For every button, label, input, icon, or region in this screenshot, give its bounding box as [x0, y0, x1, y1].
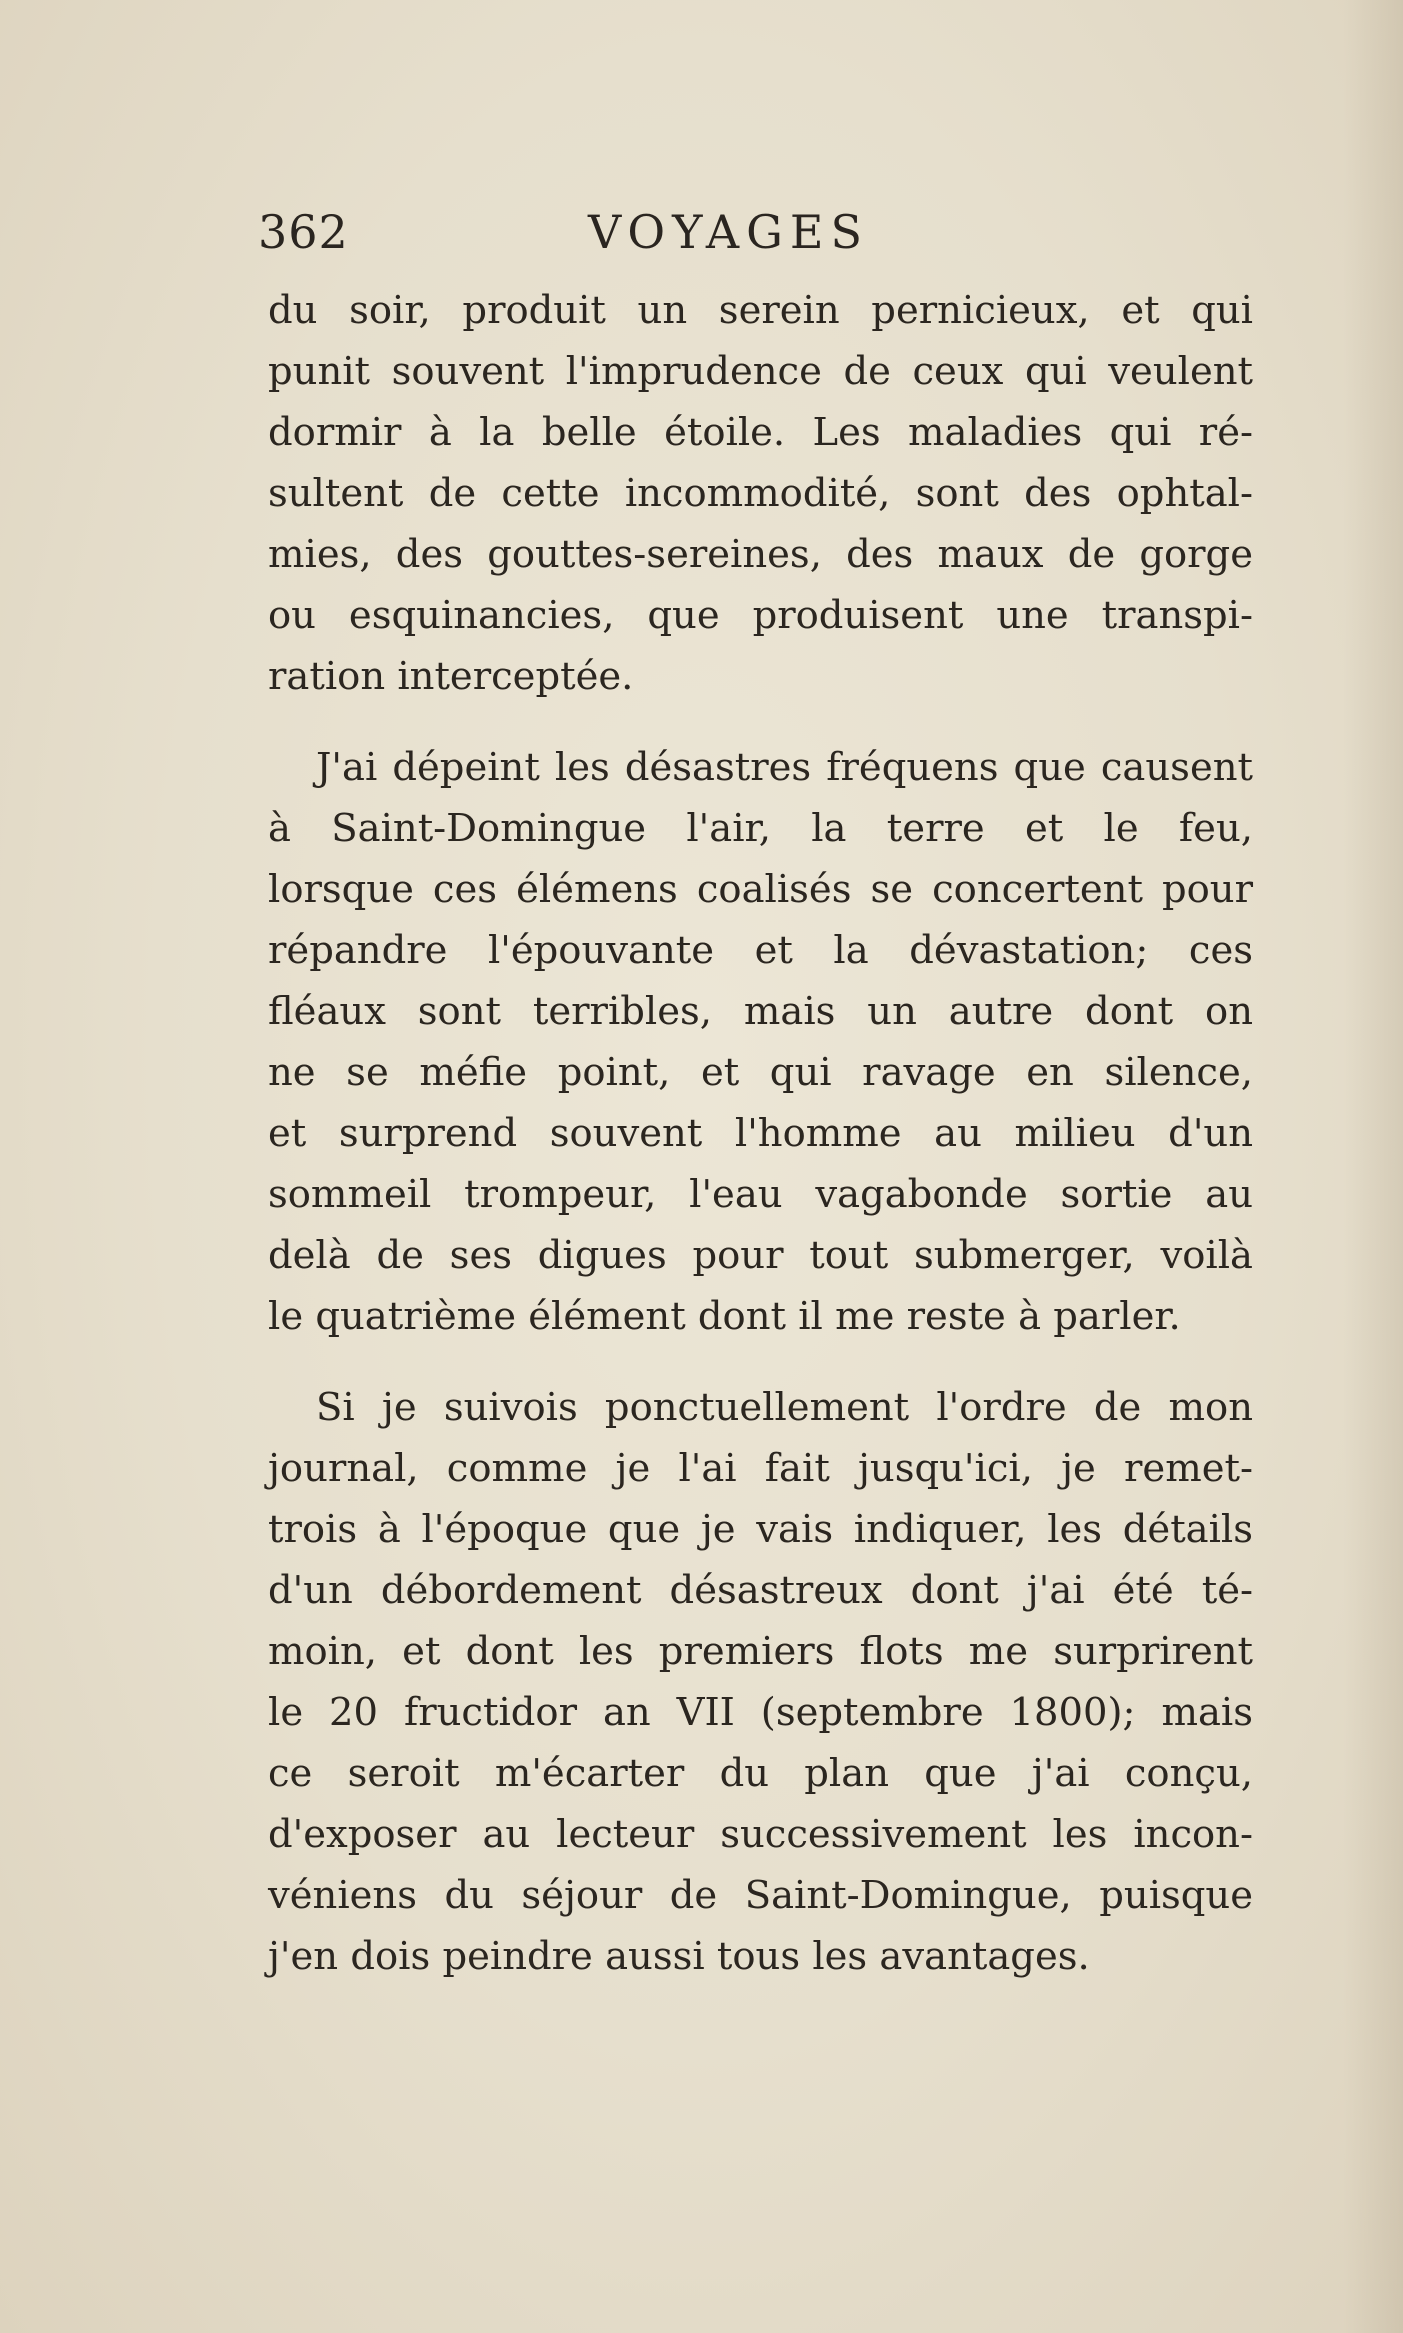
text-line: le quatrième élément dont il me reste à parler.	[268, 1294, 1181, 1339]
text-line: d'exposer au lecteur successivement les incon-	[268, 1812, 1253, 1857]
text-line: j'en dois peindre aussi tous les avantages.	[268, 1934, 1090, 1979]
text-line: le 20 fructidor an VII (septembre 1800); mais	[268, 1690, 1253, 1735]
text-line: d'un débordement désastreux dont j'ai été té-	[268, 1568, 1253, 1613]
text-line: ration interceptée.	[268, 654, 634, 699]
text-line: ne se méfie point, et qui ravage en silence,	[268, 1050, 1253, 1095]
text-line: à Saint-Domingue l'air, la terre et le feu,	[268, 806, 1253, 851]
text-line: J'ai dépeint les désastres fréquens que causent	[316, 745, 1253, 790]
text-line: mies, des gouttes-sereines, des maux de gorge	[268, 532, 1253, 577]
text-line: répandre l'épouvante et la dévastation; ces	[268, 928, 1253, 973]
paragraph-3	[268, 1377, 1253, 1987]
text-line: ce seroit m'écarter du plan que j'ai conçu,	[268, 1751, 1253, 1796]
running-title: VOYAGES	[588, 205, 869, 259]
text-line: sultent de cette incommodité, sont des ophtal-	[268, 471, 1253, 516]
text-line: et surprend souvent l'homme au milieu d'un	[268, 1111, 1253, 1156]
text-line: journal, comme je l'ai fait jusqu'ici, je remet-	[268, 1446, 1253, 1491]
text-line: trois à l'époque que je vais indiquer, les détails	[268, 1507, 1253, 1552]
text-line: véniens du séjour de Saint-Domingue, puisque	[268, 1873, 1253, 1918]
page-edge-shadow	[1343, 0, 1403, 2333]
paragraph-1	[268, 280, 1253, 707]
running-head	[258, 205, 1243, 275]
text-line: moin, et dont les premiers flots me surprirent	[268, 1629, 1253, 1674]
text-line: lorsque ces élémens coalisés se concertent pour	[268, 867, 1253, 912]
text-line: delà de ses digues pour tout submerger, voilà	[268, 1233, 1253, 1278]
text-line: punit souvent l'imprudence de ceux qui veulent	[268, 349, 1253, 394]
paragraph-2	[268, 737, 1253, 1347]
text-line: ou esquinancies, que produisent une transpi-	[268, 593, 1253, 638]
text-line: dormir à la belle étoile. Les maladies qui ré-	[268, 410, 1253, 455]
text-line: du soir, produit un serein pernicieux, et qui	[268, 288, 1253, 333]
text-line: Si je suivois ponctuellement l'ordre de mon	[316, 1385, 1253, 1430]
page-number: 362	[258, 205, 349, 259]
text-line: sommeil trompeur, l'eau vagabonde sortie au	[268, 1172, 1253, 1217]
body-text	[268, 280, 1253, 1987]
text-line: fléaux sont terribles, mais un autre dont on	[268, 989, 1253, 1034]
